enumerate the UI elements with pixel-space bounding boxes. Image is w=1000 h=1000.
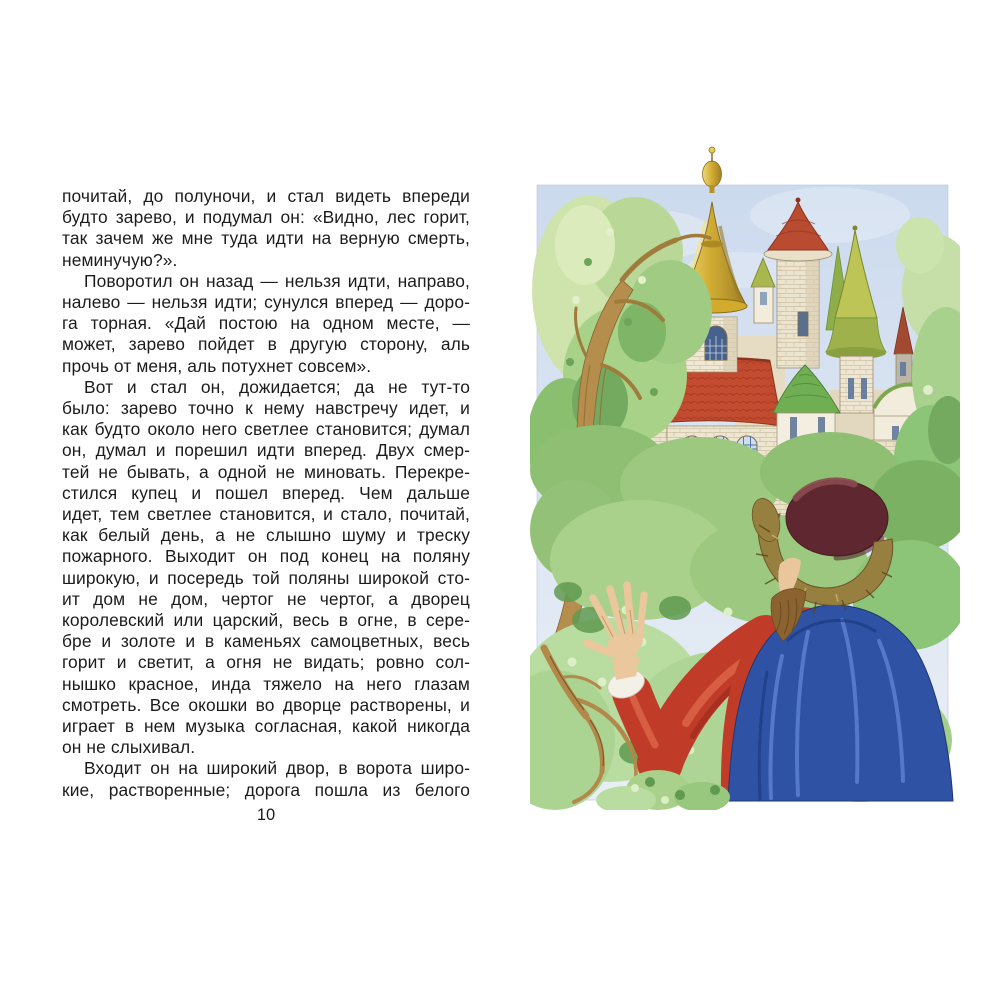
text-line: налево — нельзя идти; сунулся вперед — доро- xyxy=(62,292,470,313)
text-line: широкую, и посередь той поляны широкой сто- xyxy=(62,567,470,588)
text-line: бре и золоте и в каменьях самоцветных, весь xyxy=(62,631,470,652)
text-line: будто зарево, и подумал он: «Видно, лес горит, xyxy=(62,207,470,228)
text-line: он, думал и порешил идти вперед. Двух смер- xyxy=(62,440,470,461)
text-line: ит дом не дом, чертог не чертог, а дворец xyxy=(62,588,470,609)
text-line: было: зарево точно к нему навстречу идет, и xyxy=(62,398,470,419)
text-line: Поворотил он назад — нельзя идти, направо, xyxy=(84,270,470,291)
text-line: он не слыхивал. xyxy=(62,737,196,758)
text-line: идет, тем светлее становится, и стало, почитай, xyxy=(62,504,470,525)
text-line: играет в нем музыка согласная, какой никогда xyxy=(62,716,470,737)
text-line: неминучую?». xyxy=(62,249,178,270)
page-number: 10 xyxy=(256,806,276,824)
story-text-column xyxy=(62,186,470,801)
text-line: кие, растворенные; дорога пошла из белого xyxy=(62,779,470,800)
text-line: га торная. «Дай постою на одном месте, — xyxy=(62,313,470,334)
text-line: пожарного. Выходит он под конец на поляну xyxy=(62,546,470,567)
text-line: может, зарево пойдет в другую сторону, аль xyxy=(62,334,470,355)
text-line: смотреть. Все окошки во дворце растворены, и xyxy=(62,694,470,715)
illustration-castle-scene xyxy=(530,140,960,810)
text-line: стился купец и пошел вперед. Чем дальше xyxy=(62,482,470,503)
text-line: как белый день, а не слышно шуму и треску xyxy=(62,525,470,546)
text-line: как будто около него светлее становится; думал xyxy=(62,419,470,440)
text-line: так зачем же мне туда идти на верную смерть, xyxy=(62,228,470,249)
text-line: нышко красное, инда тяжело на него глазам xyxy=(62,673,470,694)
paragraph xyxy=(62,271,470,377)
paragraph xyxy=(62,377,470,759)
text-line: Входит он на широкий двор, в ворота широ- xyxy=(84,758,470,779)
text-line: прочь от меня, аль потухнет совсем». xyxy=(62,355,372,376)
text-line: почитай, до полуночи, и стал видеть впереди xyxy=(62,186,470,206)
text-line: королевский или царский, весь в огне, в сере- xyxy=(62,610,470,631)
text-line: тей не бывать, а одной не миновать. Перекре- xyxy=(62,461,470,482)
text-line: Вот и стал он, дожидается; да не тут-то xyxy=(84,376,470,397)
text-line: горит и светит, а огня не видать; ровно сол- xyxy=(62,652,470,673)
paragraph xyxy=(62,758,470,800)
paragraph xyxy=(62,186,470,271)
